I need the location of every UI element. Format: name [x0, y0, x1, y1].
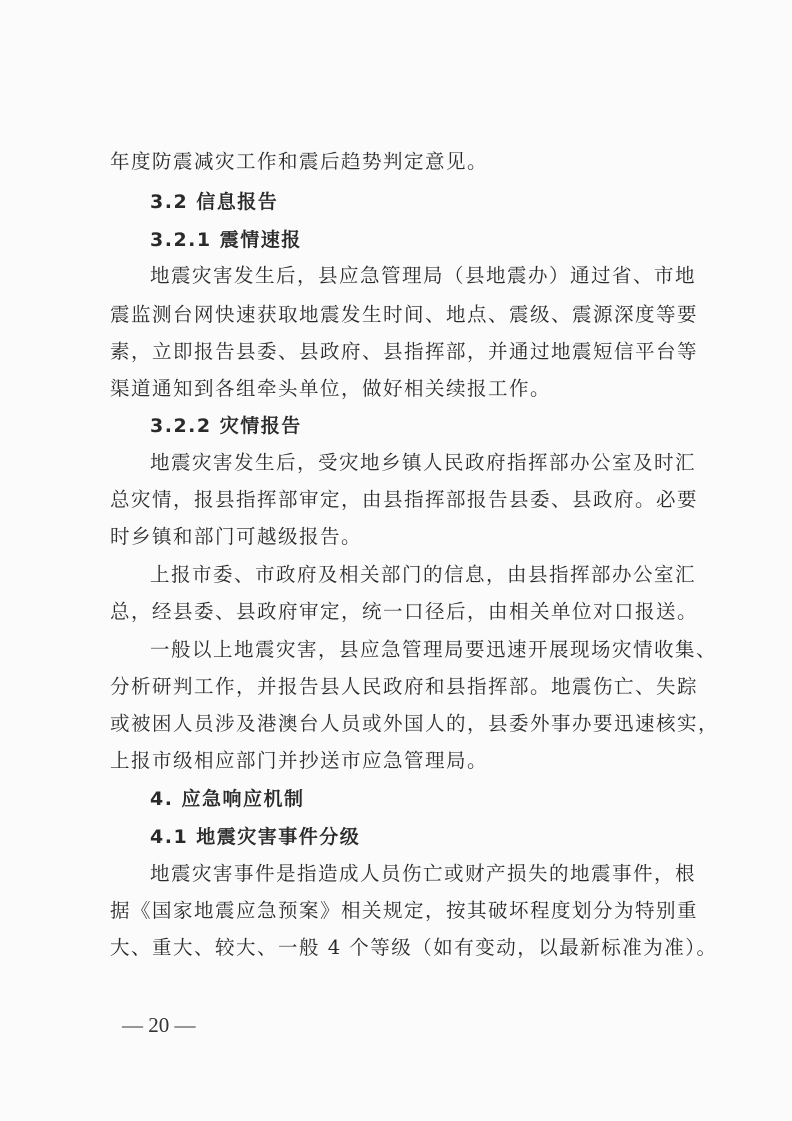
page-number: — 20 —: [122, 1013, 196, 1037]
paragraph-line: 年度防震减灾工作和震后趋势判定意见。: [110, 150, 489, 173]
section-heading-3-2: 3.2 信息报告: [150, 191, 279, 213]
paragraph-line: 或被困人员涉及港澳台人员或外国人的，县委外事办要迅速核实，: [110, 712, 720, 735]
paragraph-line: 上报市委、市政府及相关部门的信息，由县指挥部办公室汇: [150, 563, 697, 586]
paragraph-line: 大、重大、较大、一般 4 个等级（如有变动，以最新标准为准）。: [110, 936, 718, 959]
paragraph-line: 总灾情，报县指挥部审定，由县指挥部报告县委、县政府。必要: [110, 488, 699, 511]
paragraph-line: 据《国家地震应急预案》相关规定，按其破坏程度划分为特别重: [110, 899, 699, 922]
section-heading-4: 4. 应急响应机制: [150, 788, 305, 810]
paragraph-line: 地震灾害发生后，受灾地乡镇人民政府指挥部办公室及时汇: [150, 451, 697, 474]
paragraph-line: 素，立即报告县委、县政府、县指挥部，并通过地震短信平台等: [110, 340, 699, 363]
paragraph-line: 上报市级相应部门并抄送市应急管理局。: [110, 749, 489, 772]
paragraph-line: 时乡镇和部门可越级报告。: [110, 525, 363, 548]
section-heading-4-1: 4.1 地震灾害事件分级: [150, 826, 361, 848]
paragraph-line: 分析研判工作，并报告县人民政府和县指挥部。地震伤亡、失踪: [110, 675, 699, 698]
paragraph-line: 渠道通知到各组牵头单位，做好相关续报工作。: [110, 377, 552, 400]
section-heading-3-2-1: 3.2.1 震情速报: [150, 229, 302, 251]
paragraph-line: 震监测台网快速获取地震发生时间、地点、震级、震源深度等要: [110, 303, 699, 326]
paragraph-line: 一般以上地震灾害，县应急管理局要迅速开展现场灾情收集、: [150, 638, 718, 661]
paragraph-line: 地震灾害发生后，县应急管理局（县地震办）通过省、市地: [150, 264, 697, 287]
paragraph-line: 总，经县委、县政府审定，统一口径后，由相关单位对口报送。: [110, 600, 699, 623]
paragraph-line: 地震灾害事件是指造成人员伤亡或财产损失的地震事件，根: [150, 862, 697, 885]
section-heading-3-2-2: 3.2.2 灾情报告: [150, 415, 302, 437]
